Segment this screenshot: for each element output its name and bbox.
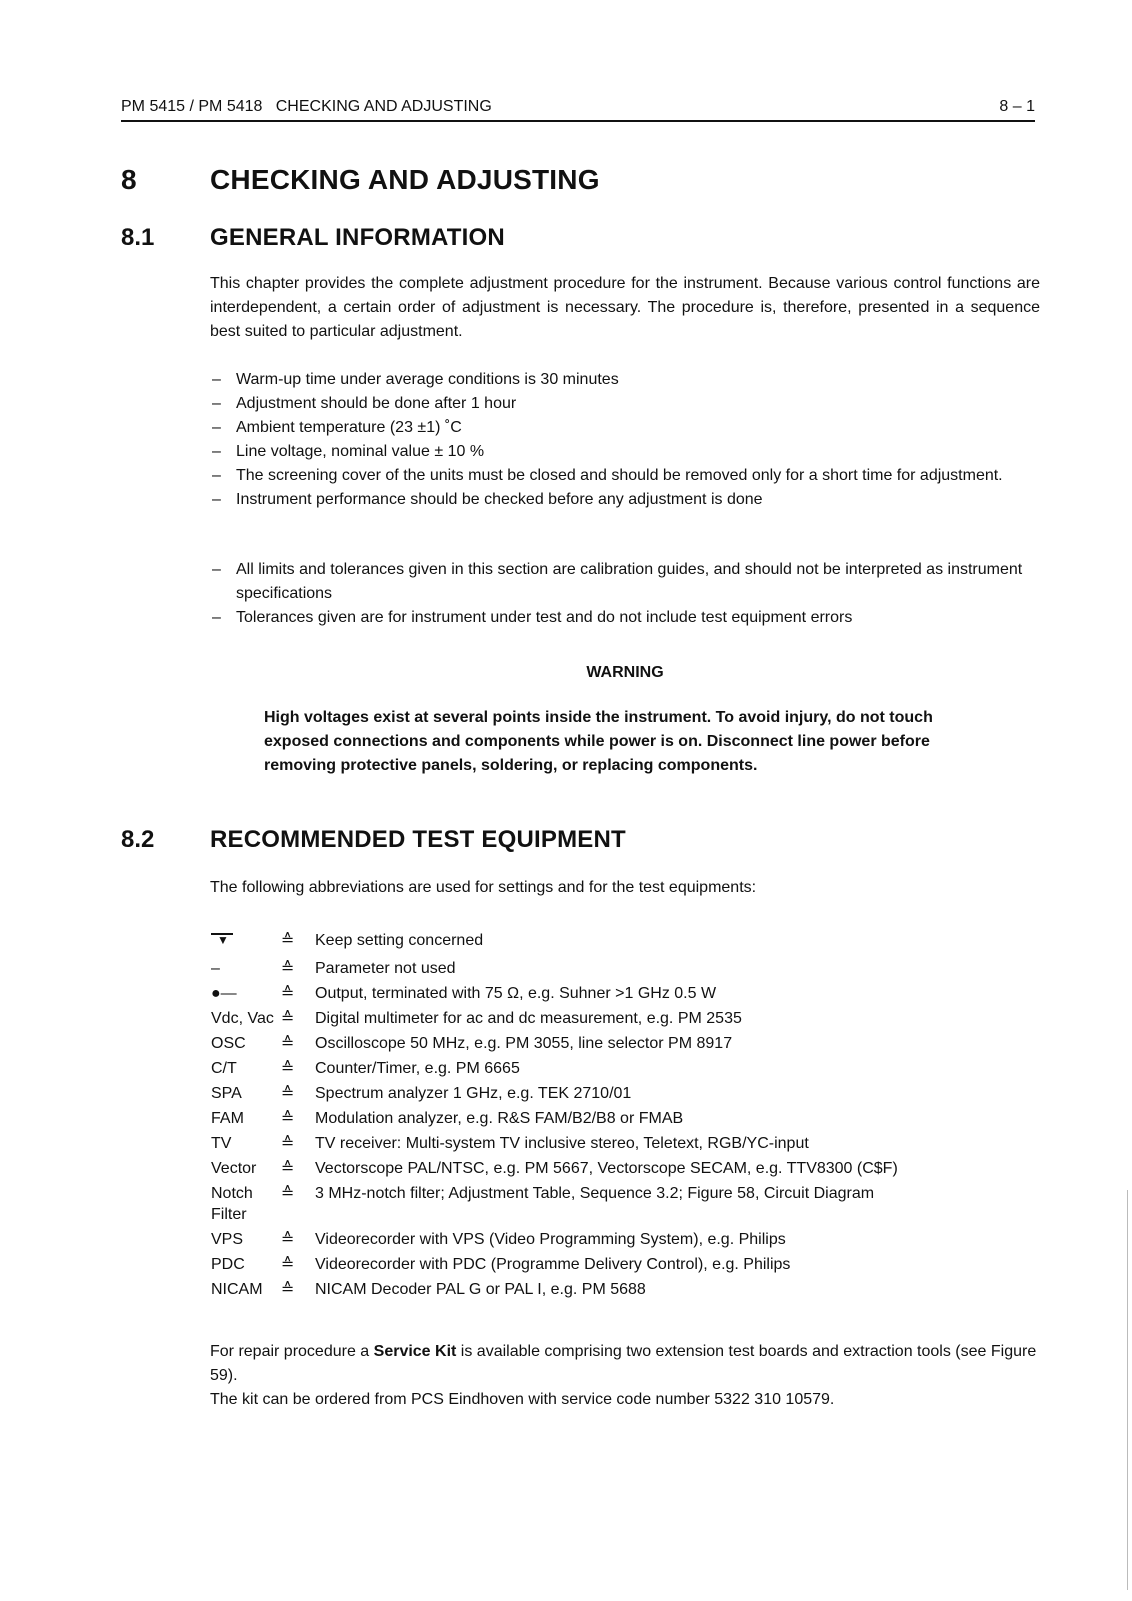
table-row <box>211 983 1035 1008</box>
corresponds-symbol: ≙ <box>281 1035 295 1052</box>
keep-setting-symbol: ▼ <box>211 930 277 958</box>
table-row <box>211 1033 1035 1058</box>
warning-heading: WARNING <box>586 664 664 681</box>
order-info-line: The kit can be ordered from PCS Eindhoven with service code number 5322 310 10579. <box>210 1391 835 1408</box>
list-item: – Ambient temperature (23 ±1) ˚C <box>212 419 462 436</box>
corresponds-symbol: ≙ <box>281 1110 295 1127</box>
abbreviation: Vdc, Vac <box>211 1010 274 1027</box>
abbreviation-description: NICAM Decoder PAL G or PAL I, e.g. PM 5688 <box>315 1281 646 1298</box>
abbreviation: FAM <box>211 1110 244 1127</box>
scan-edge-line <box>1127 1190 1128 1590</box>
list-item: – Line voltage, nominal value ± 10 % <box>212 443 485 460</box>
abbreviation: Vector <box>211 1160 257 1177</box>
corresponds-symbol: ≙ <box>281 1060 295 1077</box>
table-row <box>211 1108 1035 1133</box>
abbreviation: C/T <box>211 1060 237 1077</box>
list-item: – Instrument performance should be checked before any adjustment is done <box>212 491 763 508</box>
abbreviation-description: Videorecorder with VPS (Video Programming System), e.g. Philips <box>315 1231 786 1248</box>
abbreviation-description: Keep setting concerned <box>315 932 484 949</box>
table-row <box>211 1229 1035 1254</box>
abbreviation: NICAM <box>211 1281 263 1298</box>
table-row <box>211 1083 1035 1108</box>
chapter-title: CHECKING AND ADJUSTING <box>210 164 600 195</box>
corresponds-symbol: ≙ <box>281 1185 295 1202</box>
abbreviation-description: Spectrum analyzer 1 GHz, e.g. TEK 2710/01 <box>315 1085 632 1102</box>
output-terminated-symbol: ●— <box>211 985 237 1002</box>
running-header <box>121 97 1035 122</box>
corresponds-symbol: ≙ <box>281 985 295 1002</box>
table-row <box>211 958 1035 983</box>
abbreviation-description: Parameter not used <box>315 960 456 977</box>
section-number-8-1: 8.1 <box>121 224 155 251</box>
service-kit-note <box>210 1340 1040 1412</box>
warning-text: High voltages exist at several points inside the instrument. To avoid injury, do not touch exposed connections and components while power is on. Disconnect line power before removing protective panels, soldering, or replacing components. <box>264 709 933 774</box>
abbreviation-description: TV receiver: Multi-system TV inclusive stereo, Teletext, RGB/YC-input <box>315 1135 809 1152</box>
corresponds-symbol: ≙ <box>281 960 295 977</box>
list-item: – All limits and tolerances given in this section are calibration guides, and should not be interpreted as instrument specifications <box>212 561 1023 602</box>
running-header-title: PM 5415 / PM 5418 CHECKING AND ADJUSTING <box>121 98 492 115</box>
abbreviation-description: Vectorscope PAL/NTSC, e.g. PM 5667, Vectorscope SECAM, e.g. TTV8300 (C$F) <box>315 1160 898 1177</box>
table-row <box>211 1254 1035 1279</box>
corresponds-symbol: ≙ <box>281 1281 295 1298</box>
corresponds-symbol: ≙ <box>281 1256 295 1273</box>
section-number-8-2: 8.2 <box>121 826 155 853</box>
abbreviations-table <box>211 930 1035 1304</box>
corresponds-symbol: ≙ <box>281 1231 295 1248</box>
conditions-list <box>212 368 1042 512</box>
list-item: – Adjustment should be done after 1 hour <box>212 395 517 412</box>
table-row <box>211 930 1035 958</box>
corresponds-symbol: ≙ <box>281 1160 295 1177</box>
abbreviation-description: Videorecorder with PDC (Programme Delivery Control), e.g. Philips <box>315 1256 791 1273</box>
abbreviation: SPA <box>211 1085 242 1102</box>
list-item: – The screening cover of the units must be closed and should be removed only for a short time for adjustment. <box>212 467 1003 484</box>
corresponds-symbol: ≙ <box>281 1135 295 1152</box>
table-row <box>211 1183 1035 1229</box>
service-kit-label: Service Kit <box>373 1343 457 1360</box>
abbreviation: – <box>211 960 220 977</box>
table-row <box>211 1158 1035 1183</box>
list-item: – Warm-up time under average conditions is 30 minutes <box>212 371 619 388</box>
abbreviation-description: Modulation analyzer, e.g. R&S FAM/B2/B8 or FMAB <box>315 1110 684 1127</box>
abbreviation-description: Oscilloscope 50 MHz, e.g. PM 3055, line selector PM 8917 <box>315 1035 733 1052</box>
abbreviation-description: 3 MHz-notch filter; Adjustment Table, Sequence 3.2; Figure 58, Circuit Diagram <box>315 1185 875 1202</box>
abbreviation: Notch Filter <box>211 1185 253 1223</box>
table-row <box>211 1133 1035 1158</box>
abbreviation: OSC <box>211 1035 246 1052</box>
service-kit-paragraph: For repair procedure a Service Kit is available comprising two extension test boards and extraction tools (see Figure 59). <box>210 1343 1037 1384</box>
table-row <box>211 1008 1035 1033</box>
general-intro-paragraph: This chapter provides the complete adjustment procedure for the instrument. Because various control functions are interdependent, a certain order of adjustment is necessary. The procedure is, therefore, presented in a sequence best suited to particular adjustment. <box>210 275 1040 340</box>
abbreviation-description: Counter/Timer, e.g. PM 6665 <box>315 1060 520 1077</box>
table-row <box>211 1058 1035 1083</box>
list-item: – Tolerances given are for instrument under test and do not include test equipment errors <box>212 609 853 626</box>
abbreviation-description: Digital multimeter for ac and dc measurement, e.g. PM 2535 <box>315 1010 742 1027</box>
abbreviation-description: Output, terminated with 75 Ω, e.g. Suhner >1 GHz 0.5 W <box>315 985 717 1002</box>
chapter-number: 8 <box>121 164 137 195</box>
page-number: 8 – 1 <box>999 98 1035 115</box>
abbreviation: PDC <box>211 1256 245 1273</box>
section-title-test-equipment: RECOMMENDED TEST EQUIPMENT <box>210 826 626 853</box>
table-row <box>211 1279 1035 1304</box>
corresponds-symbol: ≙ <box>281 1085 295 1102</box>
abbreviation: TV <box>211 1135 232 1152</box>
corresponds-symbol: ≙ <box>281 1010 295 1027</box>
tolerance-notes-list <box>212 558 1042 630</box>
abbreviation: VPS <box>211 1231 244 1248</box>
section-title-general-information: GENERAL INFORMATION <box>210 224 505 251</box>
corresponds-symbol: ≙ <box>281 932 295 949</box>
abbreviations-intro: The following abbreviations are used for settings and for the test equipments: <box>210 879 757 896</box>
